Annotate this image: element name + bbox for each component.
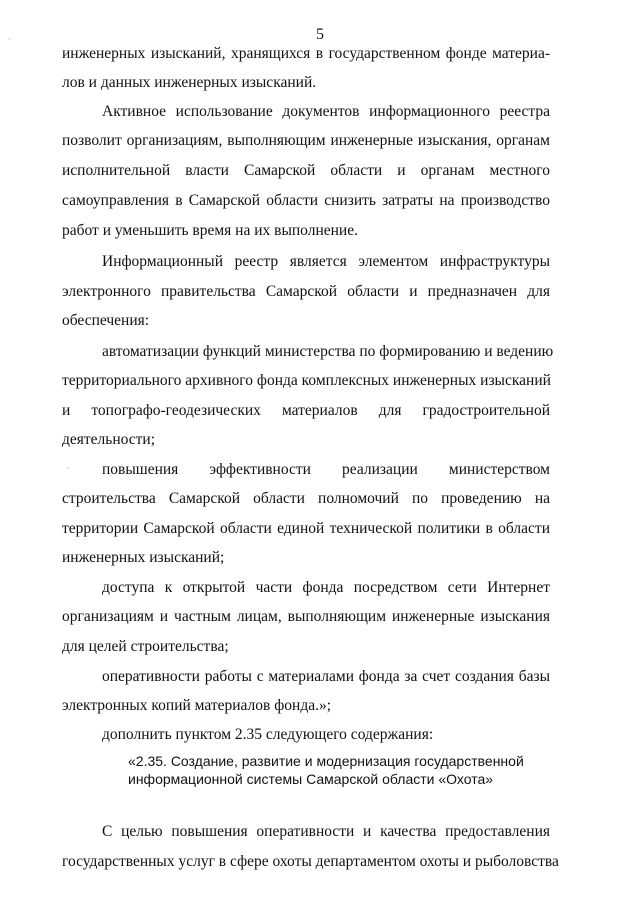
text-line: автоматизации функций министерства по формированию и ведению bbox=[102, 343, 554, 360]
text-line: дополнить пунктом 2.35 следующего содержания: bbox=[102, 726, 434, 743]
text-line: территории Самарской области единой технической политики в области bbox=[62, 520, 550, 537]
text-line: самоуправления в Самарской области снизить затраты на производство bbox=[62, 192, 550, 209]
quote-line: информационной системы Самарской области «Охота» bbox=[128, 771, 494, 787]
text-line: электронных копий материалов фонда.»; bbox=[62, 697, 332, 714]
text-line: инженерных изысканий; bbox=[62, 549, 225, 566]
text-line: для целей строительства; bbox=[62, 638, 229, 655]
text-line: Активное использование документов информационного реестра bbox=[102, 103, 550, 120]
text-line: территориального архивного фонда комплексных инженерных изысканий bbox=[62, 372, 551, 389]
scan-mark: · bbox=[66, 463, 69, 473]
text-line: лов и данных инженерных изысканий. bbox=[62, 74, 317, 91]
text-line: государственных услуг в сфере охоты департаментом охоты и рыболовства bbox=[62, 853, 559, 870]
text-line: инженерных изысканий, хранящихся в государственном фонде материа- bbox=[62, 45, 550, 62]
text-line: строительства Самарской области полномочий по проведению на bbox=[62, 490, 550, 507]
text-line: повышения эффективности реализации министерством bbox=[102, 461, 550, 478]
text-line: исполнительной власти Самарской области и органам местного bbox=[62, 162, 550, 179]
text-line: электронного правительства Самарской области и предназначен для bbox=[62, 283, 550, 300]
text-line: работ и уменьшить время на их выполнение. bbox=[62, 222, 358, 239]
page-number: 5 bbox=[316, 26, 324, 43]
text-line: обеспечения: bbox=[62, 312, 150, 329]
text-line: С целью повышения оперативности и качества предоставления bbox=[102, 823, 550, 840]
text-line: Информационный реестр является элементом инфраструктуры bbox=[102, 253, 550, 270]
scan-mark: ˎ bbox=[8, 30, 11, 40]
text-line: позволит организациям, выполняющим инженерные изыскания, органам bbox=[62, 132, 550, 149]
text-line: оперативности работы с материалами фонда за счет создания базы bbox=[102, 668, 550, 685]
text-line: организациям и частным лицам, выполняющим инженерные изыскания bbox=[62, 608, 550, 625]
text-line: деятельности; bbox=[62, 431, 156, 448]
text-line: доступа к открытой части фонда посредством сети Интернет bbox=[102, 579, 550, 596]
quote-line: «2.35. Создание, развитие и модернизация государственной bbox=[128, 753, 524, 769]
text-line: и топографо-геодезических материалов для градостроительной bbox=[62, 402, 550, 419]
